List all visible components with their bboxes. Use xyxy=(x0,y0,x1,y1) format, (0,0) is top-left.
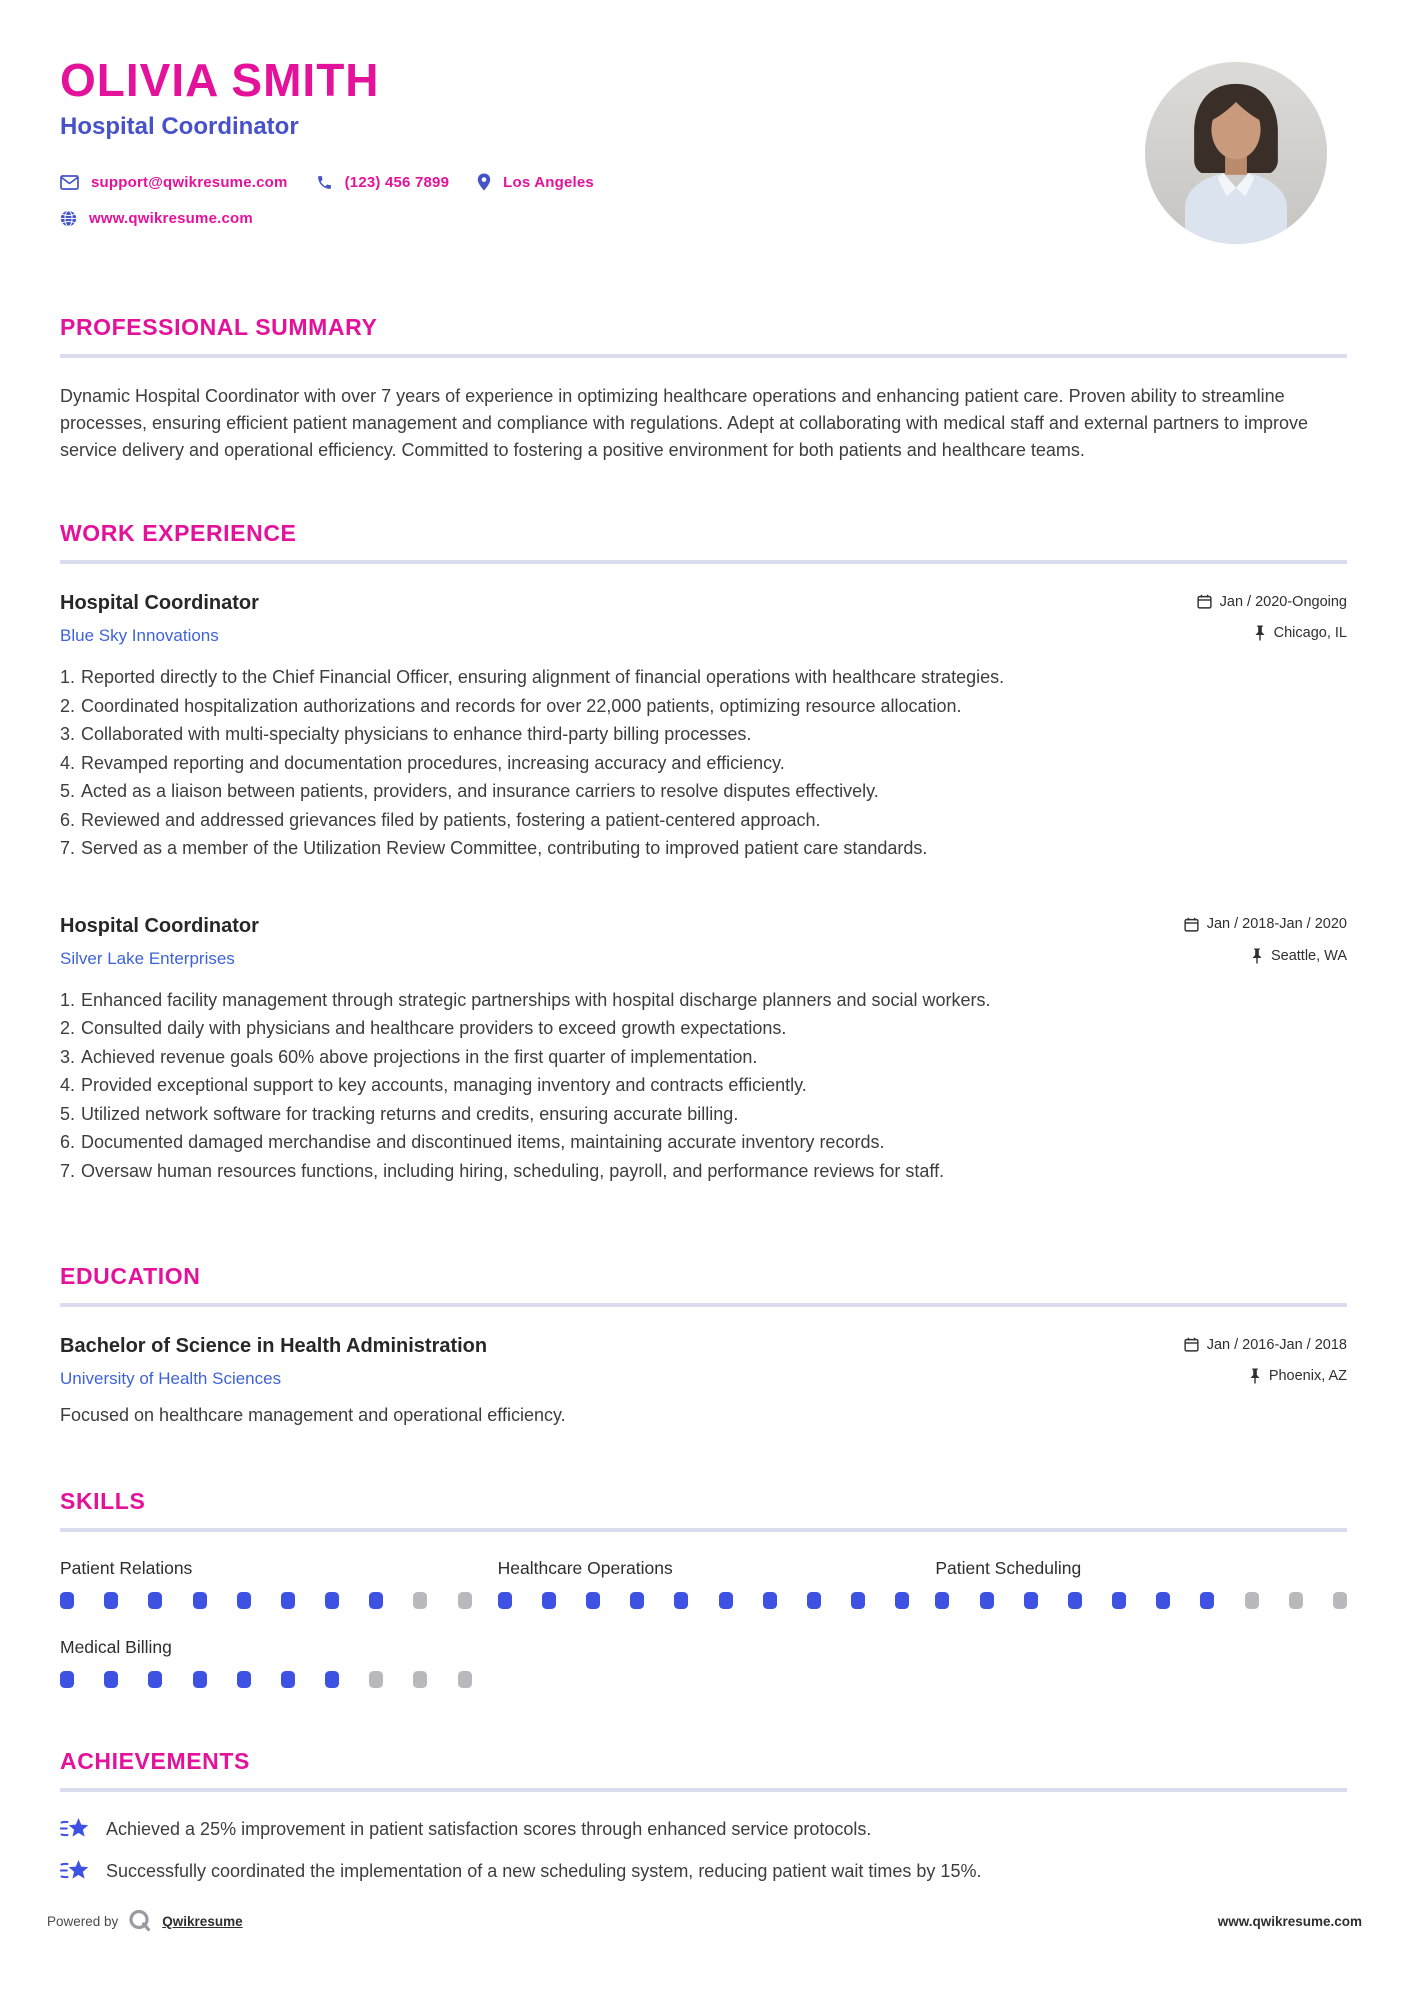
job-dates: Jan / 2018-Jan / 2020 xyxy=(1184,916,1347,932)
skill-dot-filled xyxy=(325,1592,339,1609)
skills-grid xyxy=(60,1558,1347,1688)
page-footer xyxy=(47,1908,1362,1934)
degree-title: Bachelor of Science in Health Administration xyxy=(60,1335,488,1357)
bullet-text: Enhanced facility management through strategic partnerships with hospital discharge planners and social workers. xyxy=(81,989,991,1010)
bullet-number: 2. xyxy=(60,1018,76,1038)
skill-name: Patient Relations xyxy=(60,1558,193,1578)
bullet-text: Achieved revenue goals 60% above projections in the first quarter of implementation. xyxy=(81,1046,758,1067)
section-divider xyxy=(60,1528,1347,1532)
website-text: www.qwikresume.com xyxy=(89,210,253,228)
skill-dot-filled xyxy=(60,1671,74,1688)
bullet-number: 3. xyxy=(60,1046,76,1067)
phone-text: (123) 456 7899 xyxy=(344,173,450,191)
skill-dot-filled xyxy=(148,1671,162,1688)
pushpin-icon xyxy=(1254,625,1266,641)
email-text: support@qwikresume.com xyxy=(91,173,288,191)
bullet-number: 1. xyxy=(60,989,76,1010)
job-bullet-list xyxy=(60,986,1347,1186)
skill-dot-filled xyxy=(763,1592,777,1609)
experience-heading: WORK EXPERIENCE xyxy=(60,520,297,546)
bullet-text: Acted as a liaison between patients, providers, and insurance carriers to resolve disputes effectively. xyxy=(81,781,879,801)
email-contact[interactable] xyxy=(60,174,288,191)
skill-dot-filled xyxy=(980,1592,994,1609)
achievements-heading: ACHIEVEMENTS xyxy=(60,1748,250,1774)
calendar-icon xyxy=(1184,917,1199,932)
qwikresume-q-logo xyxy=(127,1908,153,1934)
bullet-text: Coordinated hospitalization authorizations and records for over 22,000 patients, optimizing resource allocation. xyxy=(81,695,962,716)
envelope-icon xyxy=(60,175,79,190)
experience-bullet xyxy=(60,720,1347,749)
achievement-text: Successfully coordinated the implementation of a new scheduling system, reducing patient wait times by 15%. xyxy=(106,1860,982,1881)
bullet-text: Revamped reporting and documentation procedures, increasing accuracy and efficiency. xyxy=(81,752,785,773)
achievement-item xyxy=(60,1858,1347,1884)
phone-icon xyxy=(316,174,333,191)
shooting-star-icon xyxy=(60,1858,90,1884)
section-skills xyxy=(60,1488,1347,1688)
experience-bullet xyxy=(60,1128,1347,1157)
section-divider xyxy=(60,560,1347,564)
skill-rating xyxy=(60,1592,472,1609)
shooting-star-icon xyxy=(60,1816,90,1842)
location-text: Los Angeles xyxy=(503,173,594,191)
achievement-text: Achieved a 25% improvement in patient satisfaction scores through enhanced service protocols. xyxy=(106,1818,872,1839)
bullet-number: 4. xyxy=(60,1075,76,1095)
education-entry xyxy=(60,1335,1347,1426)
skill-dot-filled xyxy=(674,1592,688,1609)
skill-dot-filled xyxy=(1112,1592,1126,1609)
experience-entry xyxy=(60,915,1347,1186)
bullet-text: Reviewed and addressed grievances filed by patients, fostering a patient-centered approach. xyxy=(81,809,821,830)
skill-dot-filled xyxy=(542,1592,556,1609)
job-dates: Jan / 2020-Ongoing xyxy=(1197,594,1347,610)
section-education xyxy=(60,1263,1347,1426)
bullet-number: 3. xyxy=(60,724,76,744)
experience-bullet xyxy=(60,1043,1347,1072)
bullet-text: Collaborated with multi-specialty physicians to enhance third-party billing processes. xyxy=(81,724,752,744)
bullet-number: 7. xyxy=(60,1160,76,1181)
skill-dot-filled xyxy=(1068,1592,1082,1609)
skill-dot-filled xyxy=(237,1671,251,1688)
pushpin-icon xyxy=(1249,1368,1261,1384)
resume-header xyxy=(60,56,1347,268)
bullet-number: 5. xyxy=(60,781,76,801)
job-title: Hospital Coordinator xyxy=(60,592,259,614)
skill-dot-filled xyxy=(1156,1592,1170,1609)
skill-dot-filled xyxy=(1200,1592,1214,1609)
skill-item xyxy=(498,1558,910,1609)
skill-dot-filled xyxy=(586,1592,600,1609)
profile-photo xyxy=(1145,62,1327,244)
candidate-name: OLIVIA SMITH xyxy=(60,54,380,106)
bullet-text: Oversaw human resources functions, including hiring, scheduling, payroll, and performance reviews for staff. xyxy=(81,1160,945,1181)
section-work-experience xyxy=(60,520,1347,1185)
skill-dot-filled xyxy=(193,1671,207,1688)
experience-bullet xyxy=(60,1014,1347,1043)
section-achievements xyxy=(60,1748,1347,1884)
bullet-number: 2. xyxy=(60,695,76,716)
experience-bullet xyxy=(60,986,1347,1015)
skill-dot-filled xyxy=(851,1592,865,1609)
company-name: Blue Sky Innovations xyxy=(60,626,219,645)
bullet-number: 7. xyxy=(60,838,76,858)
section-divider xyxy=(60,354,1347,358)
achievements-list xyxy=(60,1816,1347,1884)
location-contact xyxy=(477,173,594,191)
bullet-text: Documented damaged merchandise and discontinued items, maintaining accurate inventory records. xyxy=(81,1132,885,1152)
section-professional-summary xyxy=(60,314,1347,464)
phone-contact[interactable] xyxy=(316,174,450,191)
skill-dot-filled xyxy=(498,1592,512,1609)
skill-dot-filled xyxy=(104,1671,118,1688)
experience-bullet xyxy=(60,1071,1347,1100)
experience-bullet xyxy=(60,834,1347,863)
map-pin-icon xyxy=(477,173,491,191)
calendar-icon xyxy=(1184,1337,1199,1352)
education-location: Phoenix, AZ xyxy=(1249,1368,1347,1384)
experience-entry xyxy=(60,592,1347,863)
achievement-item xyxy=(60,1816,1347,1842)
skill-dot-empty xyxy=(413,1592,427,1609)
bullet-number: 6. xyxy=(60,1132,76,1152)
skill-dot-filled xyxy=(935,1592,949,1609)
education-dates: Jan / 2016-Jan / 2018 xyxy=(1184,1337,1347,1353)
skill-item xyxy=(60,1637,472,1688)
calendar-icon xyxy=(1197,594,1212,609)
powered-by-label: Powered by xyxy=(47,1913,119,1929)
skill-dot-filled xyxy=(148,1592,162,1609)
skill-name: Patient Scheduling xyxy=(935,1558,1082,1578)
skill-dot-empty xyxy=(1245,1592,1259,1609)
bullet-text: Consulted daily with physicians and healthcare providers to exceed growth expectations. xyxy=(81,1018,787,1038)
company-name: Silver Lake Enterprises xyxy=(60,948,235,968)
skill-dot-filled xyxy=(325,1671,339,1688)
section-divider xyxy=(60,1788,1347,1792)
experience-bullet xyxy=(60,663,1347,692)
job-title: Hospital Coordinator xyxy=(60,914,259,937)
globe-icon xyxy=(60,210,77,227)
experience-bullet xyxy=(60,806,1347,835)
section-divider xyxy=(60,1303,1347,1307)
bullet-text: Reported directly to the Chief Financial Officer, ensuring alignment of financial operations with healthcare strategies. xyxy=(81,667,1005,687)
skill-dot-empty xyxy=(458,1592,472,1609)
skill-dot-filled xyxy=(281,1671,295,1688)
skill-dot-empty xyxy=(1289,1592,1303,1609)
education-description: Focused on healthcare management and operational efficiency. xyxy=(60,1405,566,1425)
skill-dot-filled xyxy=(60,1592,74,1609)
experience-bullet xyxy=(60,777,1347,806)
candidate-job-title: Hospital Coordinator xyxy=(60,113,299,141)
skill-dot-filled xyxy=(369,1592,383,1609)
skill-dot-filled xyxy=(895,1592,909,1609)
experience-bullet xyxy=(60,1157,1347,1186)
skill-dot-filled xyxy=(807,1592,821,1609)
skill-dot-filled xyxy=(719,1592,733,1609)
job-location: Chicago, IL xyxy=(1254,625,1347,641)
bullet-number: 4. xyxy=(60,752,76,773)
footer-website: www.qwikresume.com xyxy=(1217,1913,1362,1929)
skill-dot-filled xyxy=(281,1592,295,1609)
summary-text: Dynamic Hospital Coordinator with over 7 years of experience in optimizing healthcare operations and enhancing patient care. Proven ability to streamline processes, ensuring efficient patient management and compliance with regulations. Adept at collaborating with medical staff and external partners to improve service delivery and operational efficiency. Committed to fostering a positive environment for both patients and healthcare teams. xyxy=(60,386,1309,460)
qwikresume-brand-link[interactable]: Qwikresume xyxy=(162,1913,243,1929)
bullet-text: Provided exceptional support to key accounts, managing inventory and contracts efficiently. xyxy=(81,1075,807,1095)
skill-rating xyxy=(498,1592,910,1609)
skill-item xyxy=(60,1558,472,1609)
skill-dot-filled xyxy=(1024,1592,1038,1609)
experience-bullet xyxy=(60,749,1347,778)
skill-name: Medical Billing xyxy=(60,1637,172,1657)
skill-name: Healthcare Operations xyxy=(497,1558,673,1578)
experience-bullet xyxy=(60,692,1347,721)
skill-rating xyxy=(935,1592,1347,1609)
skill-dot-filled xyxy=(630,1592,644,1609)
bullet-text: Served as a member of the Utilization Review Committee, contributing to improved patient care standards. xyxy=(81,838,928,858)
skill-dot-empty xyxy=(413,1671,427,1688)
job-bullet-list xyxy=(60,663,1347,863)
experience-bullet xyxy=(60,1100,1347,1129)
skill-dot-empty xyxy=(458,1671,472,1688)
skill-dot-empty xyxy=(369,1671,383,1688)
summary-heading: PROFESSIONAL SUMMARY xyxy=(60,314,378,340)
school-name: University of Health Sciences xyxy=(60,1369,282,1388)
skill-dot-filled xyxy=(193,1592,207,1609)
skill-dot-filled xyxy=(104,1592,118,1609)
skill-dot-filled xyxy=(237,1592,251,1609)
skill-rating xyxy=(60,1671,472,1688)
bullet-number: 5. xyxy=(60,1103,76,1124)
skill-item xyxy=(935,1558,1347,1609)
job-location: Seattle, WA xyxy=(1251,948,1347,964)
bullet-text: Utilized network software for tracking returns and credits, ensuring accurate billing. xyxy=(81,1103,739,1124)
education-heading: EDUCATION xyxy=(60,1263,201,1289)
bullet-number: 1. xyxy=(60,667,76,687)
skills-heading: SKILLS xyxy=(60,1488,146,1514)
website-row[interactable] xyxy=(60,210,1347,227)
pushpin-icon xyxy=(1251,948,1263,964)
skill-dot-empty xyxy=(1333,1592,1347,1609)
bullet-number: 6. xyxy=(60,809,76,830)
